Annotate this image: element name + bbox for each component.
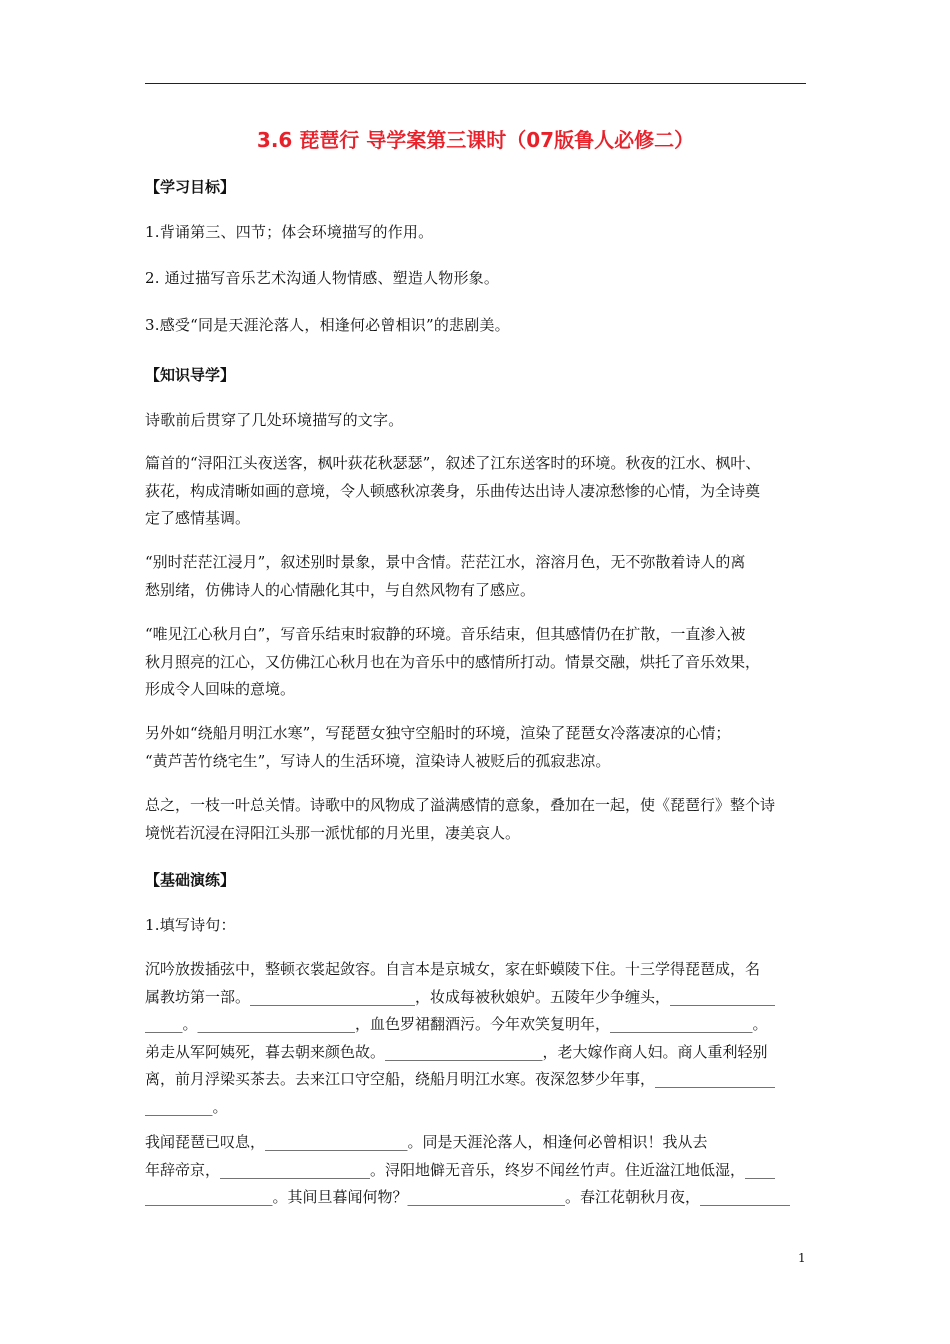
fill-in-paragraph: 沉吟放拨插弦中，整顿衣裳起敛容。自言本是京城女，家在虾蟆陵下住。十三学得琵琶成，名 属教坊第一部。______________________，妆成每被秋娘妒。五陵年少争缠头，______________ _____。_____________________，血色罗裙翻酒污。今年欢笑复明年，___________________。 弟走从军阿姨死，暮去朝来颜色故。_____________________，老大嫁作商人妇。商人重利轻别 离，前月浮梁买茶去。去来江口守空船，绕船月明江水寒。夜深忽梦少年事，________________ _________。 bbox=[145, 960, 776, 1116]
section-heading-guide: 【知识导学】 bbox=[145, 366, 236, 384]
guide-paragraph: “别时茫茫江浸月”，叙述别时景象，景中含情。茫茫江水，溶溶月色，无不弥散着诗人的离 愁别绪，仿佛诗人的心情融化其中，与自然风物有了感应。 bbox=[145, 553, 746, 599]
page-title: 3.6 琵琶行 导学案第三课时（07版鲁人必修二） bbox=[256, 128, 695, 152]
fill-in-paragraph: 我闻琵琶已叹息，___________________。同是天涯沦落人，相逢何必曾相识！我从去 年辞帝京，____________________。浔阳地僻无音乐，终岁不闻丝竹声。住近湓江地低湿，____ _________________。其间旦暮闻何物？_____________________。春江花朝秋月夜，____________ bbox=[145, 1133, 791, 1206]
section-heading-goals: 【学习目标】 bbox=[145, 178, 236, 196]
guide-paragraph: “唯见江心秋月白”，写音乐结束时寂静的环境。音乐结束，但其感情仍在扩散，一直渗入被 秋月照亮的江心，又仿佛江心秋月也在为音乐中的感情所打动。情景交融，烘托了音乐效果， 形成令人回味的意境。 bbox=[145, 625, 761, 698]
page-number: 1 bbox=[798, 1251, 806, 1265]
guide-intro: 诗歌前后贯穿了几处环境描写的文字。 bbox=[145, 411, 404, 429]
goal-item: 2. 通过描写音乐艺术沟通人物情感、塑造人物形象。 bbox=[145, 269, 500, 287]
practice-question: 1.填写诗句： bbox=[145, 916, 236, 934]
goal-item: 1.背诵第三、四节；体会环境描写的作用。 bbox=[145, 223, 434, 241]
section-heading-practice: 【基础演练】 bbox=[145, 871, 236, 889]
goal-item: 3.感受“同是天涯沦落人，相逢何必曾相识”的悲剧美。 bbox=[145, 316, 510, 334]
guide-paragraph: 篇首的“浔阳江头夜送客，枫叶荻花秋瑟瑟”，叙述了江东送客时的环境。秋夜的江水、枫叶、 荻花，构成清晰如画的意境，令人顿感秋凉袭身，乐曲传达出诗人凄凉愁惨的心情，为全诗奠 定了感情基调。 bbox=[145, 454, 761, 527]
guide-paragraph: 另外如“绕船月明江水寒”，写琵琶女独守空船时的环境，渲染了琵琶女冷落凄凉的心情； “黄芦苦竹绕宅生”，写诗人的生活环境，渲染诗人被贬后的孤寂悲凉。 bbox=[145, 724, 731, 770]
guide-paragraph: 总之，一枝一叶总关情。诗歌中的风物成了溢满感情的意象，叠加在一起，使《琵琶行》整个诗 境恍若沉浸在浔阳江头那一派忧郁的月光里，凄美哀人。 bbox=[145, 796, 776, 842]
header-rule bbox=[145, 83, 806, 84]
